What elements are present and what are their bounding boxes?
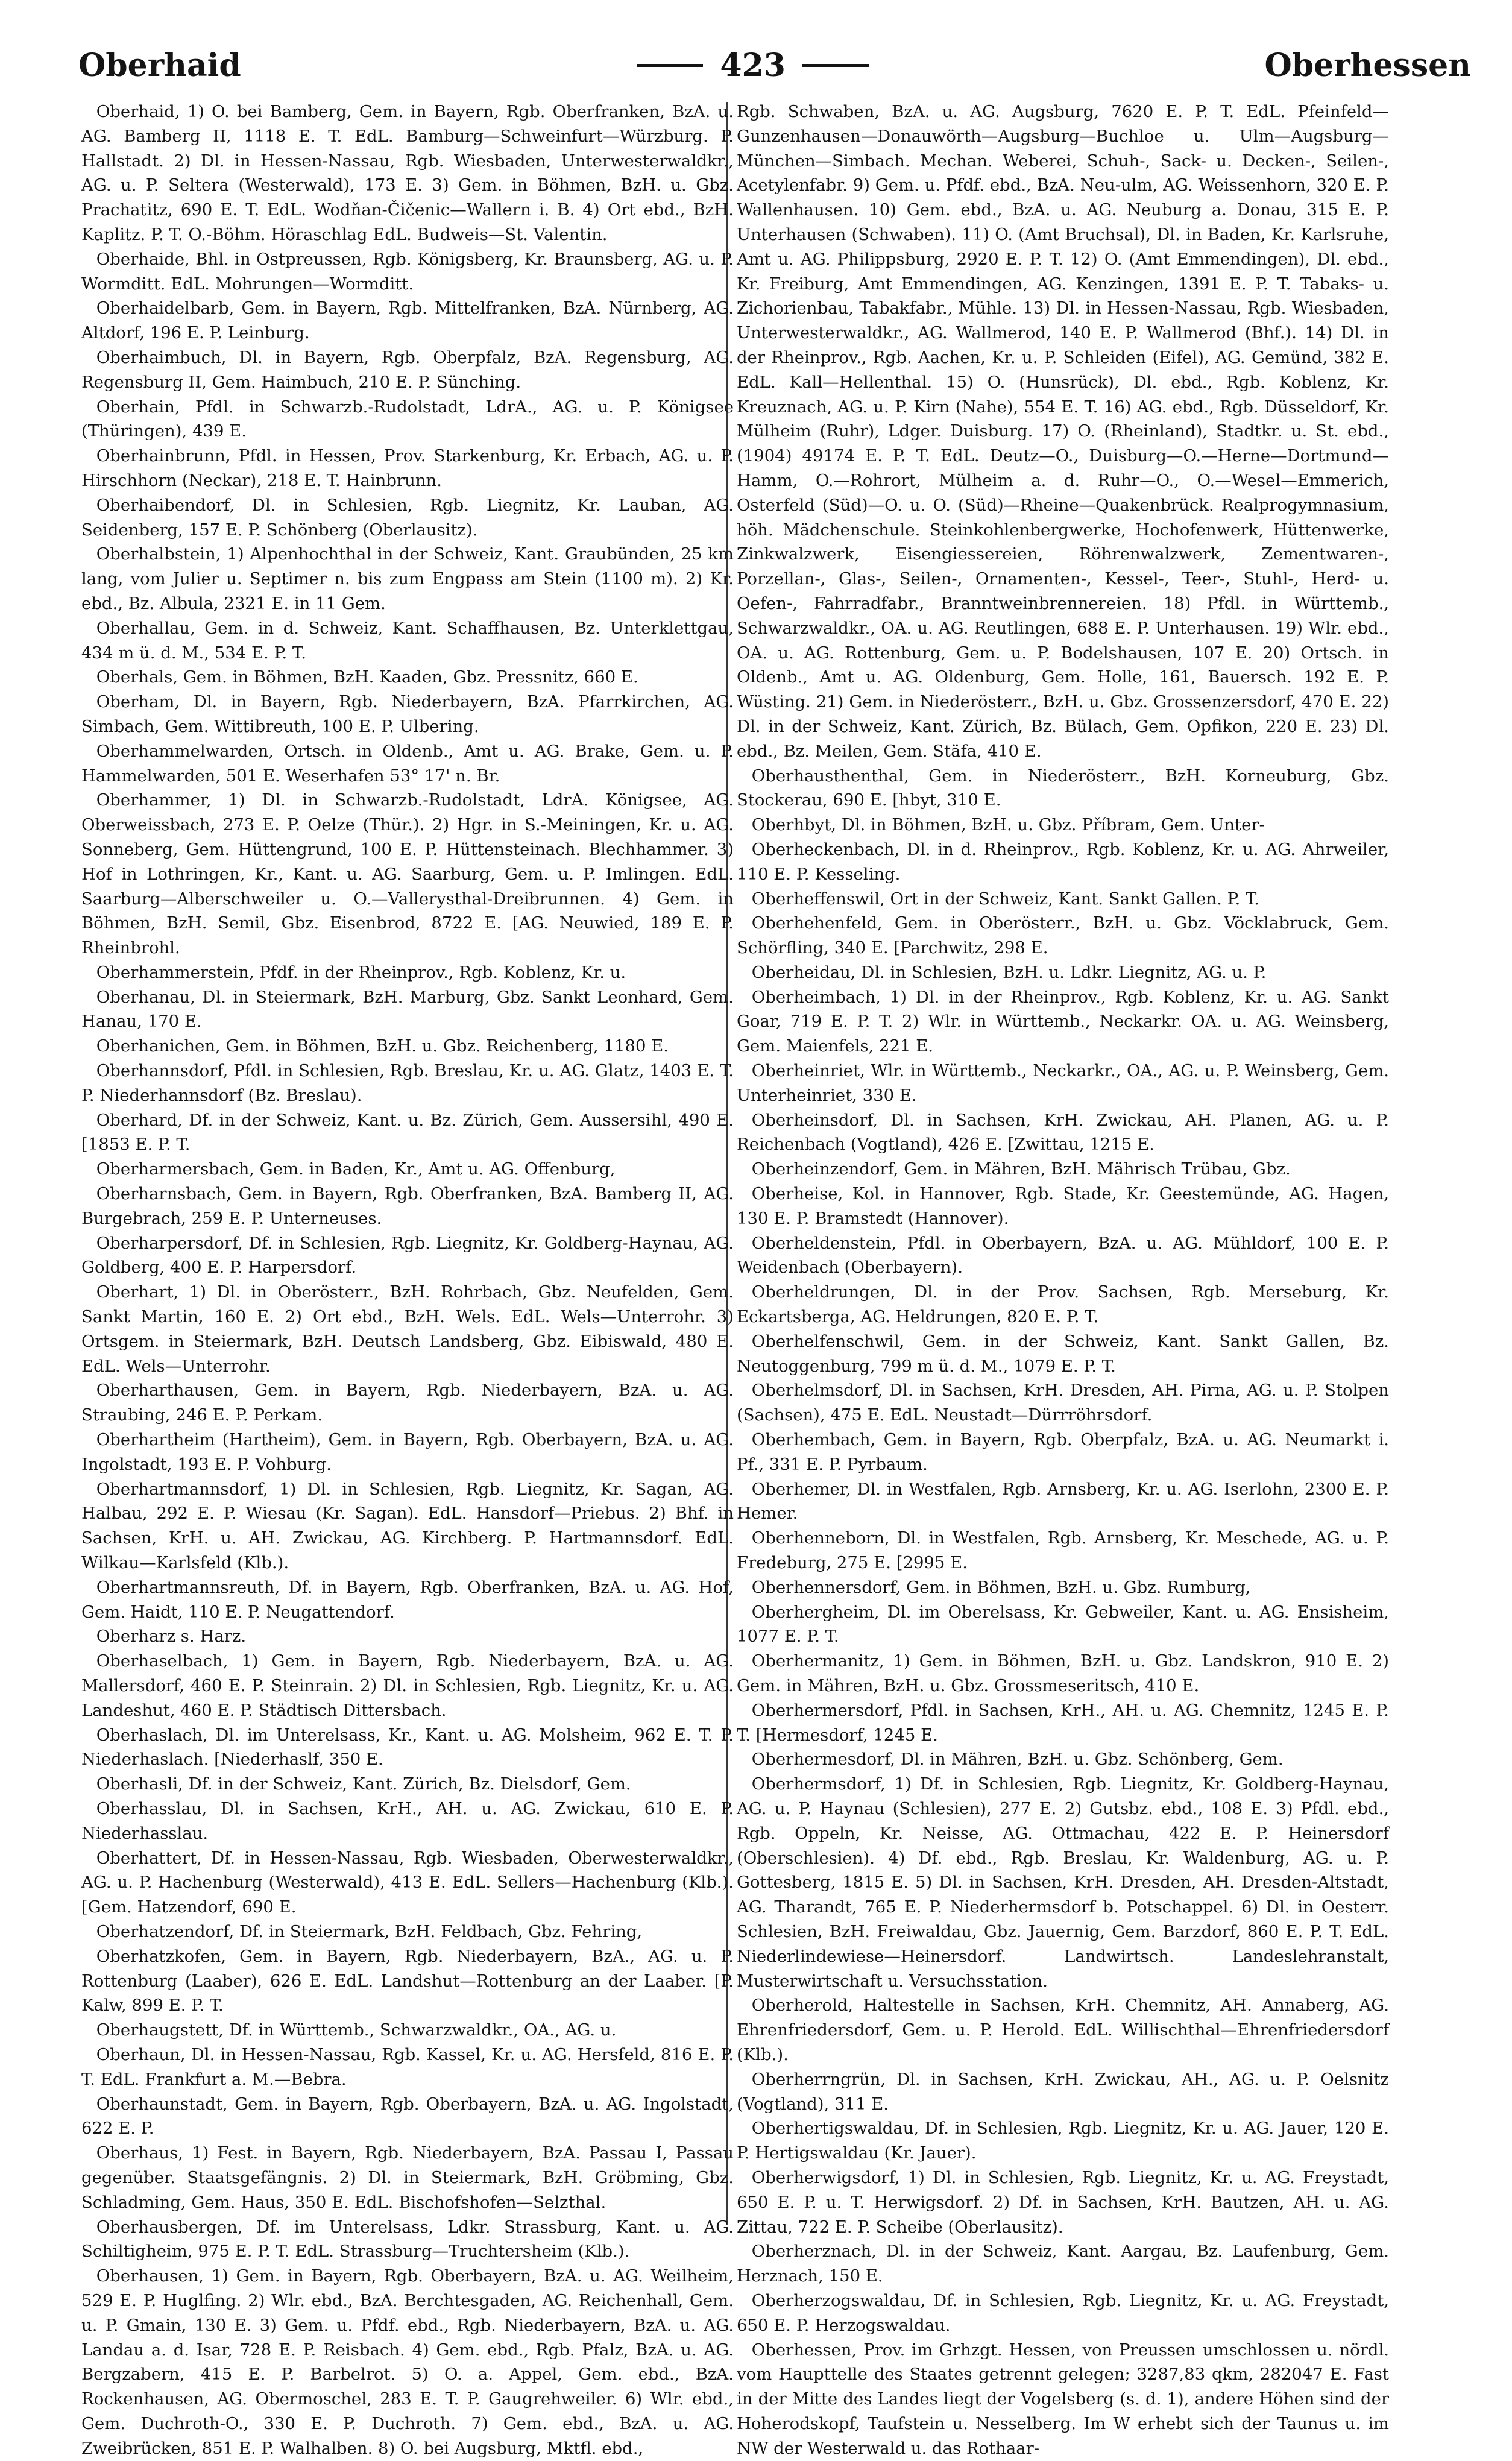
gazetteer-entry: Oberhelfenschwil, Gem. in der Schweiz, Kant. Sankt Gallen, Bz. Neutoggenburg, 799 m ü. d. M., 1079 E. P. T. (737, 1331, 1389, 1376)
gazetteer-entry: Oberheldrungen, Dl. in der Prov. Sachsen, Rgb. Merseburg, Kr. Eckartsberga, AG. Heldrungen, 820 E. P. T. (737, 1282, 1389, 1327)
gazetteer-entry: Oberhessen, Prov. im Grhzgt. Hessen, von Preussen umschlossen u. nördl. vom Haupttelle des Staates getrennt gelegen; 3287,83 qkm, 282047 E. Fast in der Mitte des Landes liegt der Vogelsberg (s. d. 1), andere Höhen sind der Hoherodskopf, Taufstein u. Nesselberg. Im W erhebt sich der Taunus u. im NW der Westerwald u. das Rothaar- (737, 2340, 1389, 2458)
right-column (737, 99, 1389, 2458)
gazetteer-entry: Oberhainbrunn, Pfdl. in Hessen, Prov. Starkenburg, Kr. Erbach, AG. u. P. Hirschhorn (Neckar), 218 E. T. Hainbrunn. (81, 446, 734, 490)
gazetteer-entry: Oberhaus, 1) Fest. in Bayern, Rgb. Niederbayern, BzA. Passau I, Passau gegenüber. Staatsgefängnis. 2) Dl. in Steiermark, BzH. Gröbming, Gbz. Schladming, Gem. Haus, 350 E. EdL. Bischofshofen—Selzthal. (81, 2143, 734, 2212)
gazetteer-entry: Oberhartmannsdorf, 1) Dl. in Schlesien, Rgb. Liegnitz, Kr. Sagan, AG. Halbau, 292 E. P. Wiesau (Kr. Sagan). EdL. Hansdorf—Priebus. 2) Bhf. in Sachsen, KrH. u. AH. Zwickau, AG. Kirchberg. P. Hartmannsdorf. EdL. Wilkau—Karlsfeld (Klb.). (81, 1479, 734, 1573)
gazetteer-entry: Oberhasli, Df. in der Schweiz, Kant. Zürich, Bz. Dielsdorf, Gem. (96, 1774, 631, 1794)
gazetteer-entry: Oberhausbergen, Df. im Unterelsass, Ldkr. Strassburg, Kant. u. AG. Schiltigheim, 975 E. P. T. EdL. Strassburg—Truchtersheim (Klb.). (81, 2217, 734, 2261)
gazetteer-entry: Oberhammer, 1) Dl. in Schwarzb.-Rudolstadt, LdrA. Königsee, AG. Oberweissbach, 273 E. P. Oelze (Thür.). 2) Hgr. in S.-Meiningen, Kr. u. AG. Sonneberg, Gem. Hüttengrund, 100 E. P. Hüttensteinach. Blechhammer. 3) Hof in Lothringen, Kr., Kant. u. AG. Saarburg, Gem. u. P. Imlingen. EdL. Saarburg—Alberschweiler u. O.—Vallerysthal-Dreibrunnen. 4) Gem. in Böhmen, BzH. Semil, Gbz. Eisenbrod, 8722 E. [AG. Neuwied, 189 E. P. Rheinbrohl. (81, 790, 734, 958)
gazetteer-entry: Oberherznach, Dl. in der Schweiz, Kant. Aargau, Bz. Laufenburg, Gem. Herznach, 150 E. (737, 2242, 1389, 2286)
gazetteer-entry: Oberheffenswil, Ort in der Schweiz, Kant. Sankt Gallen. P. T. (751, 889, 1260, 909)
gazetteer-entry: Oberhart, 1) Dl. in Oberösterr., BzH. Rohrbach, Gbz. Neufelden, Gem. Sankt Martin, 160 E. 2) Ort ebd., BzH. Wels. EdL. Wels—Unterrohr. 3) Ortsgem. in Steiermark, BzH. Deutsch Landsberg, Gbz. Eibiswald, 480 E. EdL. Wels—Unterrohr. (81, 1282, 734, 1376)
header-right-term: Oberhessen (1264, 46, 1471, 84)
gazetteer-entry: Rgb. Schwaben, BzA. u. AG. Augsburg, 7620 E. P. T. EdL. Pfeinfeld—Gunzenhausen—Donauwörth—Augsburg—Buchloe u. Ulm—Augsburg—München—Simbach. Mechan. Weberei, Schuh-, Sack- u. Decken-, Seilen-, Acetylenfabr. 9) Gem. u. Pfdf. ebd., BzA. Neu-ulm, AG. Weissenhorn, 320 E. P. Wallenhausen. 10) Gem. ebd., BzA. u. AG. Neuburg a. Donau, 315 E. P. Unterhausen (Schwaben). 11) O. (Amt Bruchsal), Dl. in Baden, Kr. Karlsruhe, Amt u. AG. Philippsburg, 2920 E. P. T. 12) O. (Amt Emmendingen), Dl. ebd., Kr. Freiburg, Amt Emmendingen, AG. Kenzingen, 1391 E. P. T. Tabaks- u. Zichorienbau, Tabakfabr., Mühle. 13) Dl. in Hessen-Nassau, Rgb. Wiesbaden, Unterwesterwaldkr., AG. Wallmerod, 140 E. P. Wallmerod (Bhf.). 14) Dl. in der Rheinprov., Rgb. Aachen, Kr. u. P. Schleiden (Eifel), AG. Gemünd, 382 E. EdL. Kall—Hellenthal. 15) O. (Hunsrück), Dl. ebd., Rgb. Koblenz, Kr. Kreuznach, AG. u. P. Kirn (Nahe), 554 E. T. 16) AG. ebd., Rgb. Düsseldorf, Kr. Mülheim (Ruhr), Ldger. Duisburg. 17) O. (Rheinland), Stadtkr. u. St. ebd., (1904) 49174 E. P. T. EdL. Deutz—O., Duisburg—O.—Herne—Dortmund—Hamm, O.—Rohrort, Mülheim a. d. Ruhr—O., O.—Wesel—Emmerich, Osterfeld (Süd)—O. u. O. (Süd)—Rheine—Quakenbrück. Realprogymnasium, höh. Mädchenschule. Steinkohlenbergwerke, Hochofenwerk, Hüttenwerke, Zinkwalzwerk, Eisengiessereien, Röhrenwalzwerk, Zementwaren-, Porzellan-, Glas-, Seilen-, Ornamenten-, Kessel-, Teer-, Stuhl-, Herd- u. Oefen-, Fahrradfabr., Branntweinbrennereien. 18) Pfdl. in Württemb., Schwarzwaldkr., OA. u. AG. Reutlingen, 688 E. P. Unterhausen. 19) Wlr. ebd., OA. u. AG. Rottenburg, Gem. u. P. Bodelshausen, 107 E. 20) Ortsch. in Oldenb., Amt u. AG. Oldenburg, Gem. Holle, 161, Bauersch. 192 E. P. Wüsting. 21) Gem. in Niederösterr., BzH. u. Gbz. Grossenzersdorf, 470 E. 22) Dl. in der Schweiz, Kant. Zürich, Bz. Bülach, Gem. Opfikon, 220 E. 23) Dl. ebd., Bz. Meilen, Gem. Stäfa, 410 E. (737, 102, 1389, 761)
gazetteer-entry: Oberharthausen, Gem. in Bayern, Rgb. Niederbayern, BzA. u. AG. Straubing, 246 E. P. Perkam. (81, 1381, 734, 1425)
gazetteer-entry: Oberhenneborn, Dl. in Westfalen, Rgb. Arnsberg, Kr. Meschede, AG. u. P. Fredeburg, 275 E. [2995 E. (737, 1528, 1389, 1573)
page-number: 423 (720, 46, 786, 84)
gazetteer-entry: Oberhembach, Gem. in Bayern, Rgb. Oberpfalz, BzA. u. AG. Neumarkt i. Pf., 331 E. P. Pyrbaum. (737, 1430, 1389, 1474)
header-left-term: Oberhaid (78, 46, 241, 84)
gazetteer-entry: Oberhbyt, Dl. in Böhmen, BzH. u. Gbz. Příbram, Gem. Unter- (751, 815, 1265, 835)
gazetteer-entry: Oberherold, Haltestelle in Sachsen, KrH. Chemnitz, AH. Annaberg, AG. Ehrenfriedersdorf, Gem. u. P. Herold. EdL. Willischthal—Ehrenfriedersdorf (Klb.). (737, 1996, 1389, 2064)
gazetteer-entry: Oberhatzendorf, Df. in Steiermark, BzH. Feldbach, Gbz. Fehring, (96, 1921, 643, 1941)
gazetteer-entry: Oberhanau, Dl. in Steiermark, BzH. Marburg, Gbz. Sankt Leonhard, Gem. Hanau, 170 E. (81, 987, 734, 1032)
gazetteer-entry: Oberharmersbach, Gem. in Baden, Kr., Amt u. AG. Offenburg, (96, 1159, 616, 1179)
gazetteer-entry: Oberhermanitz, 1) Gem. in Böhmen, BzH. u. Gbz. Landskron, 910 E. 2) Gem. in Mähren, BzH. u. Gbz. Grossmeseritsch, 410 E. (737, 1651, 1389, 1695)
gazetteer-entry: Oberhatzkofen, Gem. in Bayern, Rgb. Niederbayern, BzA., AG. u. P. Rottenburg (Laaber), 626 E. EdL. Landshut—Rottenburg an der Laaber. [P. Kalw, 899 E. P. T. (81, 1946, 734, 2015)
left-column (81, 99, 734, 2458)
gazetteer-entry: Oberhermesdorf, Dl. in Mähren, BzH. u. Gbz. Schönberg, Gem. (751, 1750, 1284, 1769)
gazetteer-entry: Oberhaslach, Dl. im Unterelsass, Kr., Kant. u. AG. Molsheim, 962 E. T. P. Niederhaslach. [Niederhaslf, 350 E. (81, 1725, 734, 1769)
gazetteer-entry: Oberhehenfeld, Gem. in Oberösterr., BzH. u. Gbz. Vöcklabruck, Gem. Schörfling, 340 E. [Parchwitz, 298 E. (737, 913, 1389, 958)
gazetteer-entry: Oberhausthenthal, Gem. in Niederösterr., BzH. Korneuburg, Gbz. Stockerau, 690 E. [hbyt, 310 E. (737, 766, 1389, 810)
gazetteer-entry: Oberheckenbach, Dl. in d. Rheinprov., Rgb. Koblenz, Kr. u. AG. Ahrweiler, 110 E. P. Kesseling. (737, 839, 1389, 884)
gazetteer-entry: Oberhartheim (Hartheim), Gem. in Bayern, Rgb. Oberbayern, BzA. u. AG. Ingolstadt, 193 E. P. Vohburg. (81, 1430, 734, 1474)
gazetteer-entry: Oberherzogswaldau, Df. in Schlesien, Rgb. Liegnitz, Kr. u. AG. Freystadt, 650 E. P. Herzogswaldau. (737, 2290, 1389, 2335)
gazetteer-entry: Oberhain, Pfdl. in Schwarzb.-Rudolstadt, LdrA., AG. u. P. Königsee (Thüringen), 439 E. (81, 397, 734, 441)
gazetteer-entry: Oberheise, Kol. in Hannover, Rgb. Stade, Kr. Geestemünde, AG. Hagen, 130 E. P. Bramstedt (Hannover). (737, 1184, 1389, 1228)
gazetteer-entry: Oberhaide, Bhl. in Ostpreussen, Rgb. Königsberg, Kr. Braunsberg, AG. u. P. Wormditt. EdL. Mohrungen—Wormditt. (81, 249, 734, 294)
gazetteer-entry: Oberhaunstadt, Gem. in Bayern, Rgb. Oberbayern, BzA. u. AG. Ingolstadt, 622 E. P. (81, 2094, 734, 2138)
gazetteer-entry: Oberhergheim, Dl. im Oberelsass, Kr. Gebweiler, Kant. u. AG. Ensisheim, 1077 E. P. T. (737, 1602, 1389, 1646)
gazetteer-entry: Oberheinriet, Wlr. in Württemb., Neckarkr., OA., AG. u. P. Weinsberg, Gem. Unterheinriet, 330 E. (737, 1061, 1389, 1105)
gazetteer-entry: Oberhammerstein, Pfdf. in der Rheinprov., Rgb. Koblenz, Kr. u. (96, 962, 626, 982)
gazetteer-entry: Oberhammelwarden, Ortsch. in Oldenb., Amt u. AG. Brake, Gem. u. P. Hammelwarden, 501 E. Weserhafen 53° 17' n. Br. (81, 741, 734, 786)
gazetteer-entry: Oberham, Dl. in Bayern, Rgb. Niederbayern, BzA. Pfarrkirchen, AG. Simbach, Gem. Wittibreuth, 100 E. P. Ulbering. (81, 692, 734, 736)
header-dash-left (637, 64, 703, 67)
gazetteer-entry: Oberhaibendorf, Dl. in Schlesien, Rgb. Liegnitz, Kr. Lauban, AG. Seidenberg, 157 E. P. Schönberg (Oberlausitz). (81, 495, 734, 540)
gazetteer-entry: Oberhaugstett, Df. in Württemb., Schwarzwaldkr., OA., AG. u. (96, 2020, 617, 2040)
gazetteer-entry: Oberhennersdorf, Gem. in Böhmen, BzH. u. Gbz. Rumburg, (751, 1577, 1251, 1597)
gazetteer-entry: Oberhaimbuch, Dl. in Bayern, Rgb. Oberpfalz, BzA. Regensburg, AG. Regensburg II, Gem. Haimbuch, 210 E. P. Sünching. (81, 347, 734, 392)
gazetteer-entry: Oberharnsbach, Gem. in Bayern, Rgb. Oberfranken, BzA. Bamberg II, AG. Burgebrach, 259 E. P. Unterneuses. (81, 1184, 734, 1228)
gazetteer-entry: Oberhemer, Dl. in Westfalen, Rgb. Arnsberg, Kr. u. AG. Iserlohn, 2300 E. P. Hemer. (737, 1479, 1389, 1524)
gazetteer-entry: Oberhals, Gem. in Böhmen, BzH. Kaaden, Gbz. Pressnitz, 660 E. (96, 667, 638, 687)
gazetteer-entry: Oberhanichen, Gem. in Böhmen, BzH. u. Gbz. Reichenberg, 1180 E. (96, 1036, 669, 1056)
gazetteer-entry: Oberhaid, 1) O. bei Bamberg, Gem. in Bayern, Rgb. Oberfranken, BzA. u. AG. Bamberg II, 1118 E. T. EdL. Bamburg—Schweinfurt—Würzburg. P. Hallstadt. 2) Dl. in Hessen-Nassau, Rgb. Wiesbaden, Unterwesterwaldkr., AG. u. P. Seltera (Westerwald), 173 E. 3) Gem. in Böhmen, BzH. u. Gbz. Prachatitz, 690 E. T. EdL. Wodňan-Čičenic—Wallern i. B. 4) Ort ebd., BzH. Kaplitz. P. T. O.-Böhm. Höraschlag EdL. Budweis—St. Valentin. (81, 102, 734, 244)
gazetteer-entry: Oberheldenstein, Pfdl. in Oberbayern, BzA. u. AG. Mühldorf, 100 E. P. Weidenbach (Oberbayern). (737, 1233, 1389, 1278)
gazetteer-entry: Oberhertigswaldau, Df. in Schlesien, Rgb. Liegnitz, Kr. u. AG. Jauer, 120 E. P. Hertigswaldau (Kr. Jauer). (737, 2119, 1389, 2163)
gazetteer-entry: Oberhasslau, Dl. in Sachsen, KrH., AH. u. AG. Zwickau, 610 E. P. Niederhasslau. (81, 1798, 734, 1843)
gazetteer-entry: Oberharz s. Harz. (96, 1627, 247, 1646)
header-page-number-group (637, 47, 869, 84)
header-dash-right (802, 64, 869, 67)
gazetteer-entry: Oberheinsdorf, Dl. in Sachsen, KrH. Zwickau, AH. Planen, AG. u. P. Reichenbach (Vogtland), 426 E. [Zwittau, 1215 E. (737, 1110, 1389, 1155)
gazetteer-entry: Oberhaun, Dl. in Hessen-Nassau, Rgb. Kassel, Kr. u. AG. Hersfeld, 816 E. P. T. EdL. Frankfurt a. M.—Bebra. (81, 2044, 734, 2089)
gazetteer-entry: Oberhannsdorf, Pfdl. in Schlesien, Rgb. Breslau, Kr. u. AG. Glatz, 1403 E. T. P. Niederhannsdorf (Bz. Breslau). (81, 1061, 734, 1105)
gazetteer-entry: Oberhaselbach, 1) Gem. in Bayern, Rgb. Niederbayern, BzA. u. AG. Mallersdorf, 460 E. P. Steinrain. 2) Dl. in Schlesien, Rgb. Liegnitz, Kr. u. AG. Landeshut, 460 E. P. Städtisch Dittersbach. (81, 1651, 734, 1720)
gazetteer-entry: Oberheidau, Dl. in Schlesien, BzH. u. Ldkr. Liegnitz, AG. u. P. (751, 962, 1267, 982)
gazetteer-entry: Oberhard, Df. in der Schweiz, Kant. u. Bz. Zürich, Gem. Aussersihl, 490 E. [1853 E. P. T. (81, 1110, 734, 1155)
gazetteer-entry: Oberherrngrün, Dl. in Sachsen, KrH. Zwickau, AH., AG. u. P. Oelsnitz (Vogtland), 311 E. (737, 2069, 1389, 2114)
gazetteer-entry: Oberherwigsdorf, 1) Dl. in Schlesien, Rgb. Liegnitz, Kr. u. AG. Freystadt, 650 E. P. u. T. Herwigsdorf. 2) Df. in Sachsen, KrH. Bautzen, AH. u. AG. Zittau, 722 E. P. Scheibe (Oberlausitz). (737, 2167, 1389, 2237)
gazetteer-entry: Oberheinzendorf, Gem. in Mähren, BzH. Mährisch Trübau, Gbz. (751, 1159, 1291, 1179)
gazetteer-entry: Oberhausen, 1) Gem. in Bayern, Rgb. Oberbayern, BzA. u. AG. Weilheim, 529 E. P. Huglfing. 2) Wlr. ebd., BzA. Berchtesgaden, AG. Reichenhall, Gem. u. P. Gmain, 130 E. 3) Gem. u. Pfdf. ebd., Rgb. Niederbayern, BzA. u. AG. Landau a. d. Isar, 728 E. P. Reisbach. 4) Gem. ebd., Rgb. Pfalz, BzA. u. AG. Bergzabern, 415 E. P. Barbelrot. 5) O. a. Appel, Gem. ebd., BzA. Rockenhausen, AG. Obermoschel, 283 E. T. P. Gaugrehweiler. 6) Wlr. ebd., Gem. Duchroth-O., 330 E. P. Duchroth. 7) Gem. ebd., BzA. u. AG. Zweibrücken, 851 E. P. Walhalben. 8) O. bei Augsburg, Mktfl. ebd., (81, 2266, 734, 2458)
gazetteer-entry: Oberhelmsdorf, Dl. in Sachsen, KrH. Dresden, AH. Pirna, AG. u. P. Stolpen (Sachsen), 475 E. EdL. Neustadt—Dürrröhrsdorf. (737, 1381, 1389, 1425)
gazetteer-entry: Oberhallau, Gem. in d. Schweiz, Kant. Schaffhausen, Bz. Unterklettgau, 434 m ü. d. M., 534 E. P. T. (81, 618, 734, 663)
page-header (78, 41, 1471, 89)
gazetteer-entry: Oberhalbstein, 1) Alpenhochthal in der Schweiz, Kant. Graubünden, 25 km lang, vom Julier u. Septimer n. bis zum Engpass am Stein (1100 m). 2) Kr. ebd., Bz. Albula, 2321 E. in 11 Gem. (81, 544, 734, 613)
gazetteer-entry: Oberhartmannsreuth, Df. in Bayern, Rgb. Oberfranken, BzA. u. AG. Hof, Gem. Haidt, 110 E. P. Neugattendorf. (81, 1577, 734, 1622)
gazetteer-entry: Oberhermersdorf, Pfdl. in Sachsen, KrH., AH. u. AG. Chemnitz, 1245 E. P. T. [Hermesdorf, 1245 E. (737, 1700, 1389, 1745)
gazetteer-entry: Oberhermsdorf, 1) Df. in Schlesien, Rgb. Liegnitz, Kr. Goldberg-Haynau, AG. u. P. Haynau (Schlesien), 277 E. 2) Gutsbz. ebd., 108 E. 3) Pfdl. ebd., Rgb. Oppeln, Kr. Neisse, AG. Ottmachau, 422 E. P. Heinersdorf (Oberschlesien). 4) Df. ebd., Rgb. Breslau, Kr. Waldenburg, AG. u. P. Gottesberg, 1815 E. 5) Dl. in Sachsen, KrH. Dresden, AH. Dresden-Altstadt, AG. Tharandt, 765 E. P. Niederhermsdorf b. Potschappel. 6) Dl. in Oesterr. Schlesien, BzH. Freiwaldau, Gbz. Jauernig, Gem. Barzdorf, 860 E. P. T. EdL. Niederlindewiese—Heinersdorf. Landwirtsch. Landeslehranstalt, Musterwirtschaft u. Versuchsstation. (737, 1774, 1389, 1991)
gazetteer-entry: Oberhaidelbarb, Gem. in Bayern, Rgb. Mittelfranken, BzA. Nürnberg, AG. Altdorf, 196 E. P. Leinburg. (81, 298, 734, 343)
gazetteer-entry: Oberharpersdorf, Df. in Schlesien, Rgb. Liegnitz, Kr. Goldberg-Haynau, AG. Goldberg, 400 E. P. Harpersdorf. (81, 1233, 734, 1278)
gazetteer-entry: Oberhattert, Df. in Hessen-Nassau, Rgb. Wiesbaden, Oberwesterwaldkr., AG. u. P. Hachenburg (Westerwald), 413 E. EdL. Sellers—Hachenburg (Klb.). [Gem. Hatzendorf, 690 E. (81, 1848, 734, 1917)
gazetteer-entry: Oberheimbach, 1) Dl. in der Rheinprov., Rgb. Koblenz, Kr. u. AG. Sankt Goar, 719 E. P. T. 2) Wlr. in Württemb., Neckarkr. OA. u. AG. Weinsberg, Gem. Maienfels, 221 E. (737, 987, 1389, 1056)
